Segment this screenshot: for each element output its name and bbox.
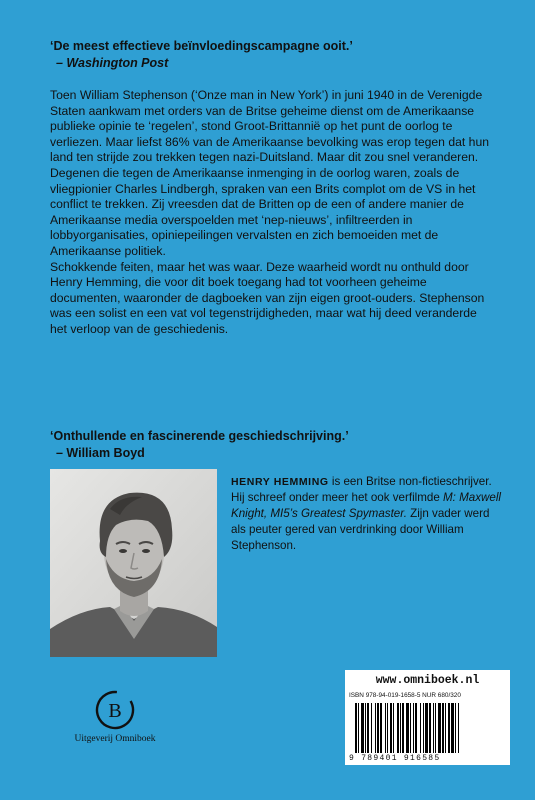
quote-top-text: ‘De meest effectieve beïnvloedingscampagne ooit.’	[50, 39, 353, 53]
blurb-paragraph-3: Schokkende feiten, maar het was waar. Deze waarheid wordt nu onthuld door Henry Hemming, die voor dit boek toegang had tot voorheen geheime documenten, waaronder de dagboeken van zijn eigen groot-ouders. Stephenson was een solist en een vat vol tegenstrijdigheden, maar wat hij deed veranderde het verloop van de geschiedenis.	[50, 259, 485, 336]
quote-bottom-text: ‘Onthullende en fascinerende geschiedschrijving.’	[50, 429, 349, 443]
quote-bottom	[50, 428, 490, 462]
author-bio-text-1: is een Britse non-fictieschrijver. Hij schreef onder meer het ook verfilmde	[231, 475, 492, 504]
blurb-paragraph-2: Degenen die tegen de Amerikaanse inmenging in de oorlog waren, zoals de vliegpionier Charles Lindbergh, spraken van een Brits complot om de VS in het conflict te trekken. Zij vreesden dat de Britten op de een of andere manier de Amerikaanse media overspoelden met ‘nep-nieuws’, infiltreerden in lobbyorganisaties, opiniepeilingen vervalsten en zich bemoeiden met de Amerikaanse politiek.	[50, 165, 476, 258]
author-photo	[50, 469, 217, 657]
author-bio	[231, 474, 501, 554]
blurb	[50, 88, 495, 338]
author-name: HENRY HEMMING	[231, 476, 329, 488]
blurb-paragraph-1: Toen William Stephenson (‘Onze man in New York’) in juni 1940 in de Verenigde Staten aankwam met orders van de Britse geheime dienst om de Amerikaanse publieke opinie te ‘regelen’, stond Groot-Brittannië op het punt de oorlog te verliezen. Maar liefst 86% van de Amerikaanse bevolking was erop tegen dat hun land ten strijde zou trekken tegen nazi-Duitsland. Maar dit zou snel veranderen.	[50, 88, 490, 165]
barcode-digits: 9 789401 916585	[349, 754, 441, 763]
isbn-line: ISBN 978-94-019-1658-5 NUR 680/320	[349, 692, 461, 699]
author-bio-text-2: Zijn vader werd als peuter gered van verdrinking door William Stephenson.	[231, 507, 490, 552]
author-book-title: M: Maxwell Knight, MI5’s Greatest Spymaster.	[231, 491, 501, 520]
quote-bottom-source: – William Boyd	[56, 446, 145, 460]
quote-top	[50, 38, 490, 72]
omniboek-logo-icon	[92, 688, 138, 737]
barcode-area	[345, 670, 510, 765]
author-portrait-image	[50, 469, 217, 657]
svg-text:B: B	[108, 700, 122, 722]
barcode-icon	[355, 703, 501, 753]
publisher-name: Uitgeverij Omniboek	[74, 734, 156, 744]
quote-top-source: – Washington Post	[56, 56, 169, 70]
publisher-website: www.omniboek.nl	[375, 674, 480, 687]
